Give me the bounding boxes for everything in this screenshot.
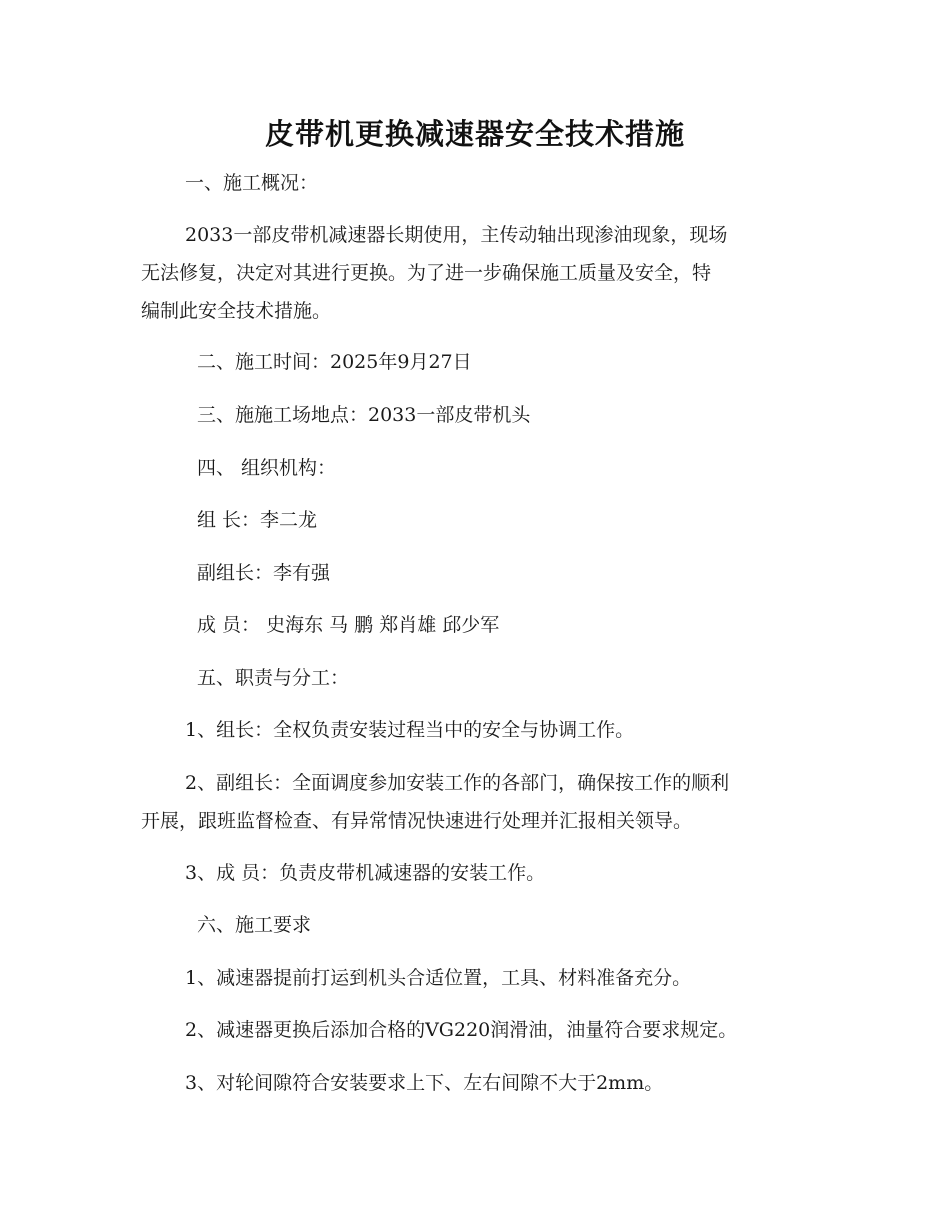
duty-item: 2、副组长：全面调度参加安装工作的各部门，确保按工作的顺利 <box>185 772 730 794</box>
requirement-item: 3、对轮间隙符合安装要求上下、左右间隙不大于2mm。 <box>185 1072 664 1094</box>
duty-item: 3、成 员：负责皮带机减速器的安装工作。 <box>185 862 546 884</box>
organization-deputy-leader: 副组长：李有强 <box>197 562 331 584</box>
organization-members: 成 员： 史海东 马 鹏 郑肖雄 邱少军 <box>197 614 500 636</box>
document-title: 皮带机更换减速器安全技术措施 <box>264 117 685 151</box>
requirement-item: 2、减速器更换后添加合格的VG220润滑油，油量符合要求规定。 <box>185 1019 738 1041</box>
section-construction-time: 二、施工时间：2025年9月27日 <box>197 351 472 373</box>
requirement-item: 1、减速器提前打运到机头合适位置，工具、材料准备充分。 <box>185 967 692 989</box>
section-construction-site: 三、施施工场地点：2033一部皮带机头 <box>197 404 531 426</box>
overview-paragraph-line: 无法修复，决定对其进行更换。为了进一步确保施工质量及安全，特 <box>141 262 712 284</box>
overview-paragraph-line: 编制此安全技术措施。 <box>141 300 332 322</box>
section-heading-requirements: 六、施工要求 <box>197 914 312 936</box>
section-heading-duties: 五、职责与分工： <box>197 667 350 689</box>
duty-item-continuation: 开展，跟班监督检查、有异常情况快速进行处理并汇报相关领导。 <box>141 810 693 832</box>
organization-leader: 组 长：李二龙 <box>197 509 318 531</box>
duty-item: 1、组长：全权负责安装过程当中的安全与协调工作。 <box>185 719 635 741</box>
overview-paragraph-line: 2033一部皮带机减速器长期使用，主传动轴出现渗油现象，现场 <box>185 224 728 246</box>
section-heading-overview: 一、施工概况： <box>185 172 319 194</box>
section-heading-organization: 四、 组织机构： <box>197 457 337 479</box>
